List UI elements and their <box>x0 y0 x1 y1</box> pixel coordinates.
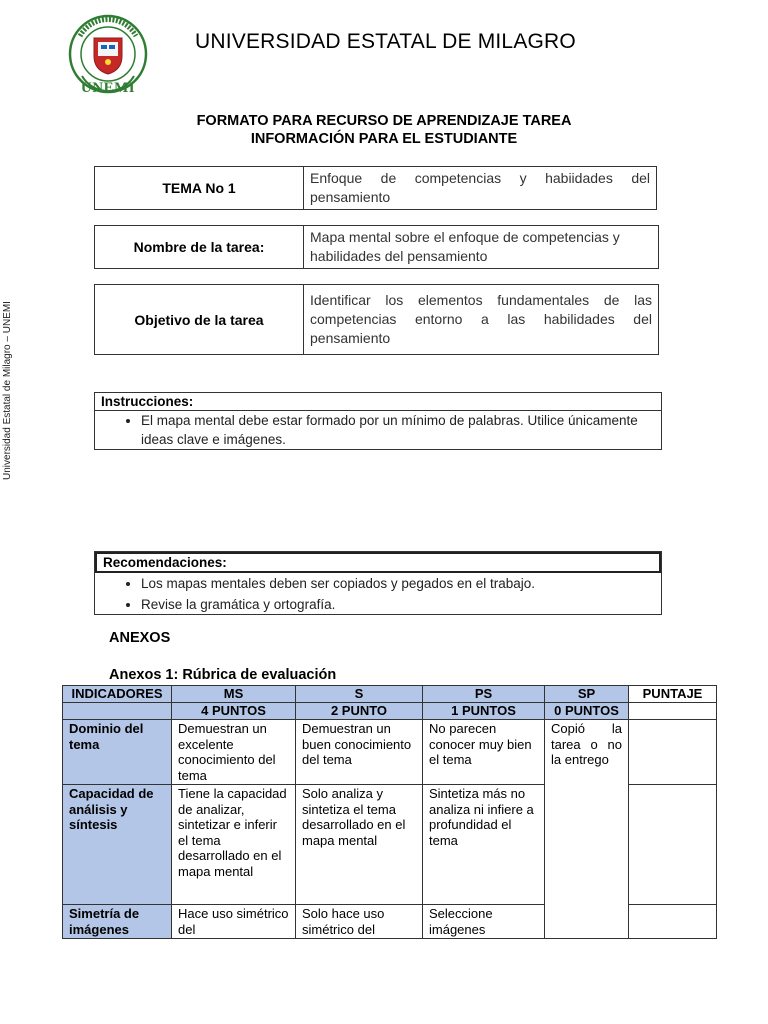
sp-cell: Copió la tarea o no la entrego <box>545 720 629 939</box>
objetivo-value: Identificar los elementos fundamentales de las competencias entorno a las habilidades del pensamiento <box>304 285 659 355</box>
rubric-heading: Anexos 1: Rúbrica de evaluación <box>109 667 337 683</box>
table-row <box>63 703 717 720</box>
nombre-table <box>94 225 659 269</box>
s-cell: Solo analiza y sintetiza el tema desarrollado en el mapa mental <box>296 785 423 905</box>
recomendaciones-list <box>95 573 661 614</box>
objetivo-label: Objetivo de la tarea <box>95 285 304 355</box>
form-title: FORMATO PARA RECURSO DE APRENDIZAJE TAREA <box>196 113 572 129</box>
ps-cell: No parecen conocer muy bien el tema <box>423 720 545 785</box>
s-cell: Demuestran un buen conocimiento del tema <box>296 720 423 785</box>
score-cell <box>629 905 717 939</box>
tema-label: TEMA No 1 <box>95 167 304 210</box>
ms-cell: Demuestran un excelente conocimiento del tema <box>172 720 296 785</box>
rubric-header-cell: S <box>296 686 423 703</box>
rubric-points-cell: 4 PUNTOS <box>172 703 296 720</box>
instrucciones-title: Instrucciones: <box>95 393 661 411</box>
indicator-cell: Simetría de imágenes <box>63 905 172 939</box>
side-watermark: Universidad Estatal de Milagro – UNEMI <box>2 301 13 480</box>
tema-table <box>94 166 657 210</box>
objetivo-table <box>94 284 659 355</box>
nombre-label: Nombre de la tarea: <box>95 226 304 269</box>
form-subtitle: INFORMACIÓN PARA EL ESTUDIANTE <box>250 131 518 147</box>
list-item: • El mapa mental debe estar formado por un mínimo de palabras. Utilice únicamente ideas clave e imágenes. <box>141 411 661 449</box>
ps-cell: Sintetiza más no analiza ni infiere a profundidad el tema <box>423 785 545 905</box>
anexos-heading: ANEXOS <box>109 630 171 646</box>
rubric-header-cell: SP <box>545 686 629 703</box>
s-cell: Solo hace uso simétrico del <box>296 905 423 939</box>
rubric-points-cell: 1 PUNTOS <box>423 703 545 720</box>
rubric-header-cell: MS <box>172 686 296 703</box>
rubric-header-cell: INDICADORES <box>63 686 172 703</box>
tema-value: Enfoque de competencias y habiidades del pensamiento <box>304 167 657 210</box>
rubric-points-cell <box>629 703 717 720</box>
indicator-cell: Dominio del tema <box>63 720 172 785</box>
table-row <box>63 686 717 703</box>
instrucciones-panel <box>94 392 662 450</box>
table-row <box>63 720 717 785</box>
recomendaciones-title: Recomendaciones: <box>95 552 661 573</box>
university-logo <box>60 14 160 102</box>
instrucciones-list <box>95 411 661 449</box>
rubric-header-cell: PS <box>423 686 545 703</box>
university-name: UNIVERSIDAD ESTATAL DE MILAGRO <box>195 30 576 53</box>
ms-cell: Hace uso simétrico del <box>172 905 296 939</box>
ps-cell: Seleccione imágenes <box>423 905 545 939</box>
score-cell <box>629 785 717 905</box>
ms-cell: Tiene la capacidad de analizar, sintetizar e inferir el tema desarrollado en el mapa mental <box>172 785 296 905</box>
nombre-value: Mapa mental sobre el enfoque de competencias y habilidades del pensamiento <box>304 226 659 269</box>
indicator-cell: Capacidad de análisis y síntesis <box>63 785 172 905</box>
rubric-points-cell: 0 PUNTOS <box>545 703 629 720</box>
list-item: • Revise la gramática y ortografía. <box>141 595 661 614</box>
rubric-table <box>62 685 717 939</box>
list-item: • Los mapas mentales deben ser copiados y pegados en el trabajo. <box>141 574 661 593</box>
rubric-header-cell: PUNTAJE <box>629 686 717 703</box>
recomendaciones-panel <box>94 551 662 615</box>
rubric-points-cell: 2 PUNTO <box>296 703 423 720</box>
logo-text: UNEMI <box>80 80 136 96</box>
rubric-points-cell <box>63 703 172 720</box>
score-cell <box>629 720 717 785</box>
